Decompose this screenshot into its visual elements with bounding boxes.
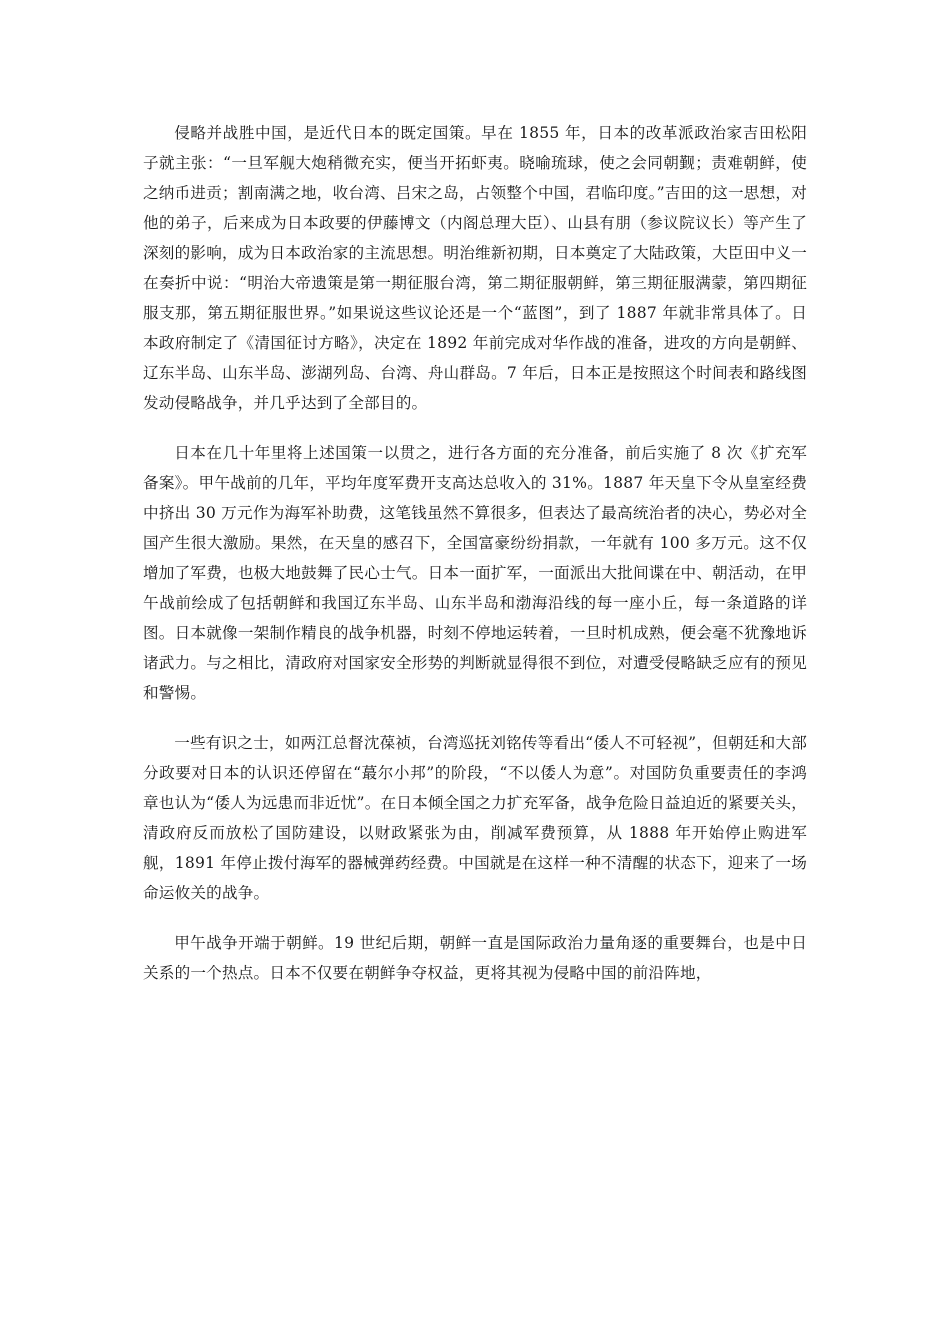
paragraph-1: 侵略并战胜中国，是近代日本的既定国策。早在 1855 年，日本的改革派政治家吉田松阳子就主张：“一旦军舰大炮稍微充实，便当开拓虾夷。晓喻琉球，使之会同朝觐；责难朝鲜，使之纳币进贡；割南满之地，收台湾、吕宋之岛，占领整个中国，君临印度。”吉田的这一思想，对他的弟子，后来成为日本政要的伊藤博文（内阁总理大臣）、山县有朋（参议院议长）等产生了深刻的影响，成为日本政治家的主流思想。明治维新初期，日本奠定了大陆政策，大臣田中义一在奏折中说：“明治大帝遗策是第一期征服台湾，第二期征服朝鲜，第三期征服满蒙，第四期征服支那，第五期征服世界。”如果说这些议论还是一个“蓝图”，到了 1887 年就非常具体了。日本政府制定了《清国征讨方略》，决定在 1892 年前完成对华作战的准备，进攻的方向是朝鲜、辽东半岛、山东半岛、澎湖列岛、台湾、舟山群岛。7 年后，日本正是按照这个时间表和路线图发动侵略战争，并几乎达到了全部目的。 [143,124,807,412]
paragraph-4: 甲午战争开端于朝鲜。19 世纪后期，朝鲜一直是国际政治力量角逐的重要舞台，也是中日关系的一个热点。日本不仅要在朝鲜争夺权益，更将其视为侵略中国的前沿阵地， [143,934,807,982]
paragraph-3: 一些有识之士，如两江总督沈葆祯，台湾巡抚刘铭传等看出“倭人不可轻视”，但朝廷和大部分政要对日本的认识还停留在“蕞尔小邦”的阶段，“不以倭人为意”。对国防负重要责任的李鸿章也认为“倭人为远患而非近忧”。在日本倾全国之力扩充军备，战争危险日益迫近的紧要关头，清政府反而放松了国防建设，以财政紧张为由，削减军费预算，从 1888 年开始停止购进军舰，1891 年停止拨付海军的器械弹药经费。中国就是在这样一种不清醒的状态下，迎来了一场命运攸关的战争。 [143,734,807,902]
document-body [143,118,807,1008]
paragraph-2: 日本在几十年里将上述国策一以贯之，进行各方面的充分准备，前后实施了 8 次《扩充军备案》。甲午战前的几年，平均年度军费开支高达总收入的 31%。1887 年天皇下令从皇室经费中挤出 30 万元作为海军补助费，这笔钱虽然不算很多，但表达了最高统治者的决心，势必对全国产生很大激励。果然，在天皇的感召下，全国富豪纷纷捐款，一年就有 100 多万元。这不仅增加了军费，也极大地鼓舞了民心士气。日本一面扩军，一面派出大批间谍在中、朝活动，在甲午战前绘成了包括朝鲜和我国辽东半岛、山东半岛和渤海沿线的每一座小丘，每一条道路的详图。日本就像一架制作精良的战争机器，时刻不停地运转着，一旦时机成熟，便会毫不犹豫地诉诸武力。与之相比，清政府对国家安全形势的判断就显得很不到位，对遭受侵略缺乏应有的预见和警惕。 [143,444,807,702]
